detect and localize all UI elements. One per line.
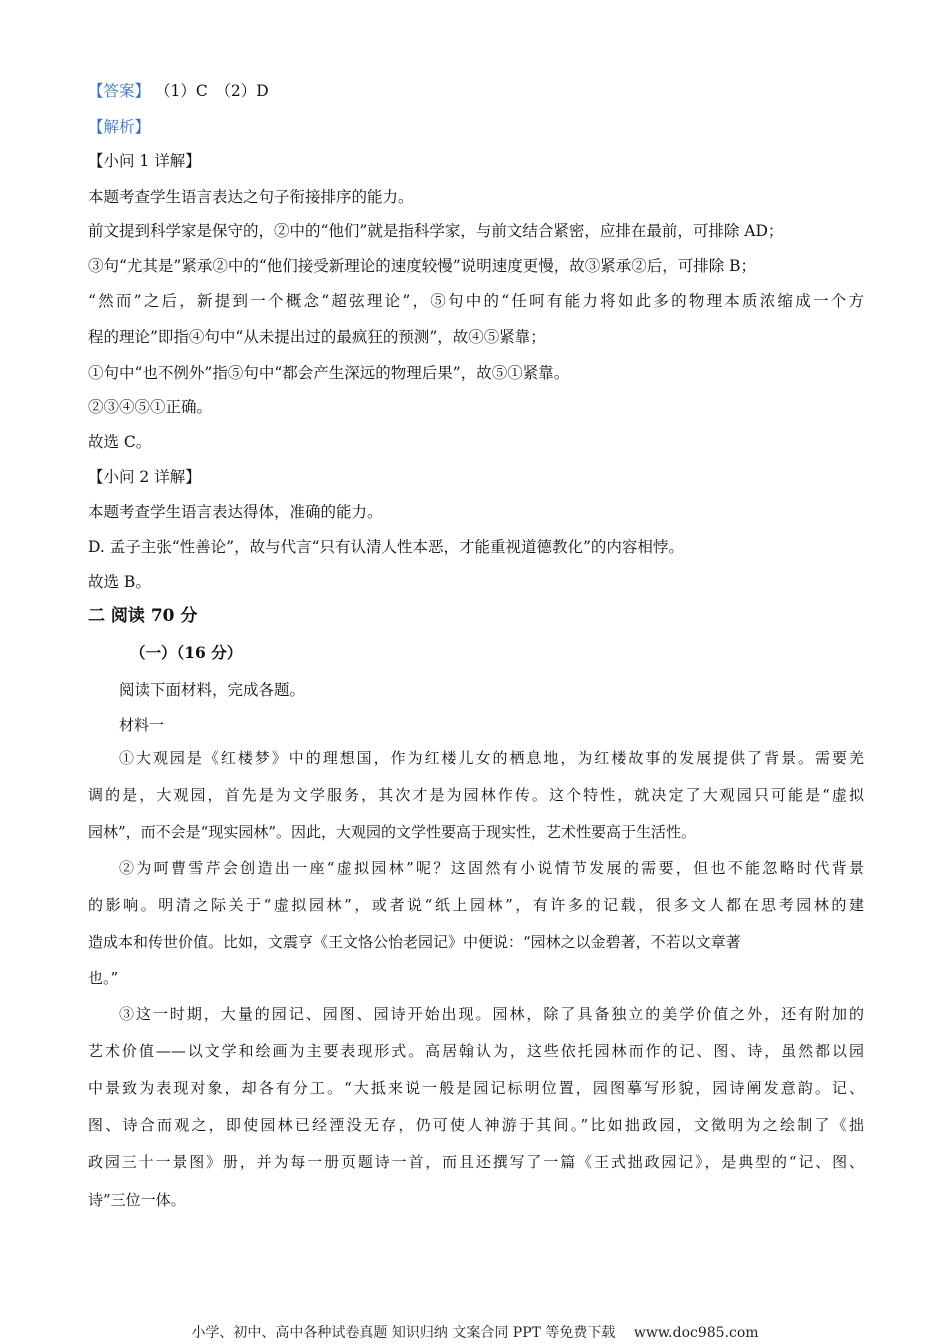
- analysis-label: 【解析】: [88, 118, 151, 136]
- paragraph-line: 诗”三位一体。: [88, 1191, 186, 1209]
- q2-line: D. 孟子主张“性善论”，故与代言“只有认清人性本恶，才能重视道德教化”的内容相悖。: [88, 538, 684, 556]
- paragraph-line: 图、诗合而观之，即使园林已经湮没无存，仍可使人神游于其间。”比如拙政园，文徵明为之绘制了《拙: [88, 1116, 864, 1134]
- paragraph-line: 政园三十一景图》册，并为每一册页题诗一首，而且还撰写了一篇《王式拙政园记》，是典型的“记、图、: [88, 1153, 864, 1171]
- paragraph-line: 园林”，而不会是“现实园林”。因此，大观园的文学性要高于现实性，艺术性要高于生活性。: [88, 823, 697, 841]
- paragraph-line: 调的是，大观园，首先是为文学服务，其次才是为园林作传。这个特性，就决定了大观园只可能是“虚拟: [88, 786, 864, 804]
- q1-title: 【小问 1 详解】: [88, 152, 201, 170]
- paragraph-line: 造成本和传世价值。比如，文震亨《王文恪公怡老园记》中便说：“园林之以金碧著，不若以文章著: [88, 933, 741, 951]
- section-subtitle: （一）（16 分）: [130, 643, 243, 662]
- q1-line: ①句中“也不例外”指⑤句中“都会产生深远的物理后果”，故⑤①紧靠。: [88, 364, 570, 382]
- answer-text: （1）C （2）D: [154, 82, 269, 100]
- instruction: 阅读下面材料，完成各题。: [119, 681, 306, 699]
- material-label: 材料一: [119, 716, 165, 734]
- q2-line: 本题考查学生语言表达得体，准确的能力。: [88, 503, 383, 521]
- q1-line: 前文提到科学家是保守的，②中的“他们”就是指科学家，与前文结合紧密，应排在最前，可排除 AD；: [88, 222, 784, 240]
- paragraph-line: 也。”: [88, 969, 119, 987]
- q1-line: 本题考查学生语言表达之句子衔接排序的能力。: [88, 188, 414, 206]
- paragraph-line: 艺术价值——以文学和绘画为主要表现形式。高居翰认为，这些依托园林而作的记、图、诗，虽然都以园: [88, 1042, 864, 1060]
- q1-line: “然而”之后，新提到一个概念“超弦理论”，⑤句中的“任呵有能力将如此多的物理本质浓缩成一个方: [88, 292, 864, 310]
- section-title: 二 阅读 70 分: [88, 606, 198, 626]
- q1-line: ③句“尤其是”紧承②中的“他们接受新理论的速度较慢”说明速度更慢，故③紧承②后，可排除 B；: [88, 257, 757, 275]
- q1-line: 程的理论”即指④句中“从未提出过的最疯狂的预测”，故④⑤紧靠；: [88, 328, 546, 346]
- answer-line: [88, 80, 269, 102]
- paragraph-line: ③这一时期，大量的园记、园图、园诗开始出现。园林，除了具备独立的美学价值之外，还有附加的: [119, 1005, 864, 1023]
- paragraph-line: 中景致为表现对象，却各有分工。“大抵来说一般是园记标明位置，园图摹写形貌，园诗阐发意韵。记、: [88, 1079, 864, 1097]
- q1-line: ②③④⑤①正确。: [88, 398, 213, 416]
- q1-line: 故选 C。: [88, 433, 152, 451]
- q2-title: 【小问 2 详解】: [88, 468, 201, 486]
- answer-label: 【答案】: [88, 82, 151, 100]
- paragraph-line: ②为呵曹雪芹会创造出一座“虚拟园林”呢？这固然有小说情节发展的需要，但也不能忽略时代背景: [119, 859, 864, 877]
- paragraph-line: ①大观园是《红楼梦》中的理想国，作为红楼儿女的栖息地，为红楼故事的发展提供了背景。需要羌: [119, 749, 864, 767]
- paragraph-line: 的影响。明清之际关于“虚拟园林”，或者说“纸上园林”，有许多的记载，很多文人都在思考园林的建: [88, 896, 864, 914]
- q2-line: 故选 B。: [88, 573, 151, 591]
- footer-text: 小学、初中、高中各种试卷真题 知识归纳 文案合同 PPT 等免费下载 www.doc985.com: [191, 1325, 759, 1341]
